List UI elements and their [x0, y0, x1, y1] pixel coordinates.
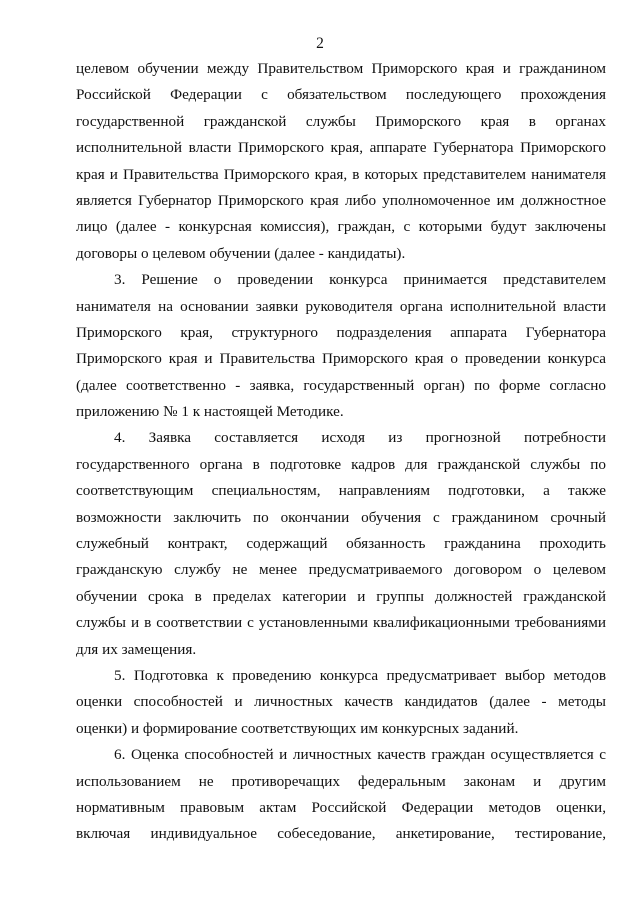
- paragraph-5: [76, 663, 606, 742]
- text-line: нанимателя на основании заявки руководителя органа исполнительной власти: [76, 297, 606, 315]
- text-line: нормативным правовым актам Российской Федерации методов оценки,: [76, 798, 606, 816]
- paragraph-4: [76, 425, 606, 663]
- paragraph-3: [76, 267, 606, 425]
- text-line: возможности заключить по окончании обучения с гражданином срочный: [76, 508, 606, 526]
- text-line: служебный контракт, содержащий обязанность гражданина проходить: [76, 535, 606, 553]
- page-number: 2: [316, 35, 324, 52]
- text-line: 3. Решение о проведении конкурса принимается представителем: [114, 271, 606, 289]
- text-line: обучении срока в пределах категории и группы должностей гражданской: [76, 587, 606, 605]
- document-body: [76, 56, 606, 848]
- text-line: договоры о целевом обучении (далее - кандидаты).: [76, 244, 406, 262]
- text-line: использованием не противоречащих федеральным законам и другим: [76, 772, 606, 790]
- text-line: Приморского края, структурного подразделения аппарата Губернатора: [76, 323, 606, 341]
- text-line: края и Правительства Приморского края, в которых представителем нанимателя: [76, 165, 606, 183]
- text-line: 5. Подготовка к проведению конкурса предусматривает выбор методов: [114, 666, 606, 684]
- text-line: государственного органа в подготовке кадров для гражданской службы по: [76, 455, 606, 473]
- text-line: 4. Заявка составляется исходя из прогнозной потребности: [114, 429, 606, 447]
- text-line: гражданскую службу не менее предусматриваемого договором о целевом: [76, 561, 606, 579]
- text-line: Приморского края и Правительства Приморского края о проведении конкурса: [76, 350, 606, 368]
- text-line: исполнительной власти Приморского края, аппарате Губернатора Приморского: [76, 139, 606, 157]
- text-line: включая индивидуальное собеседование, анкетирование, тестирование,: [76, 825, 606, 843]
- text-line: является Губернатор Приморского края либо уполномоченное им должностное: [76, 191, 606, 209]
- text-line: службы и в соответствии с установленными квалификационными требованиями: [76, 614, 606, 632]
- text-line: оценки способностей и личностных качеств кандидатов (далее - методы: [76, 693, 606, 711]
- text-line: приложению № 1 к настоящей Методике.: [76, 403, 344, 421]
- text-line: 6. Оценка способностей и личностных качеств граждан осуществляется с: [114, 746, 606, 764]
- paragraph-continuation: [76, 56, 606, 267]
- text-line: Российской Федерации с обязательством последующего прохождения: [76, 86, 606, 104]
- text-line: лицо (далее - конкурсная комиссия), граждан, с которыми будут заключены: [76, 218, 606, 236]
- text-line: целевом обучении между Правительством Приморского края и гражданином: [76, 60, 606, 77]
- text-line: для их замещения.: [76, 640, 197, 658]
- text-line: государственной гражданской службы Приморского края в органах: [76, 112, 606, 130]
- text-line: соответствующим специальностям, направлениям подготовки, а также: [76, 482, 606, 500]
- text-line: (далее соответственно - заявка, государственный орган) по форме согласно: [76, 376, 606, 394]
- paragraph-6: [76, 742, 606, 848]
- text-line: оценки) и формирование соответствующих им конкурсных заданий.: [76, 719, 519, 737]
